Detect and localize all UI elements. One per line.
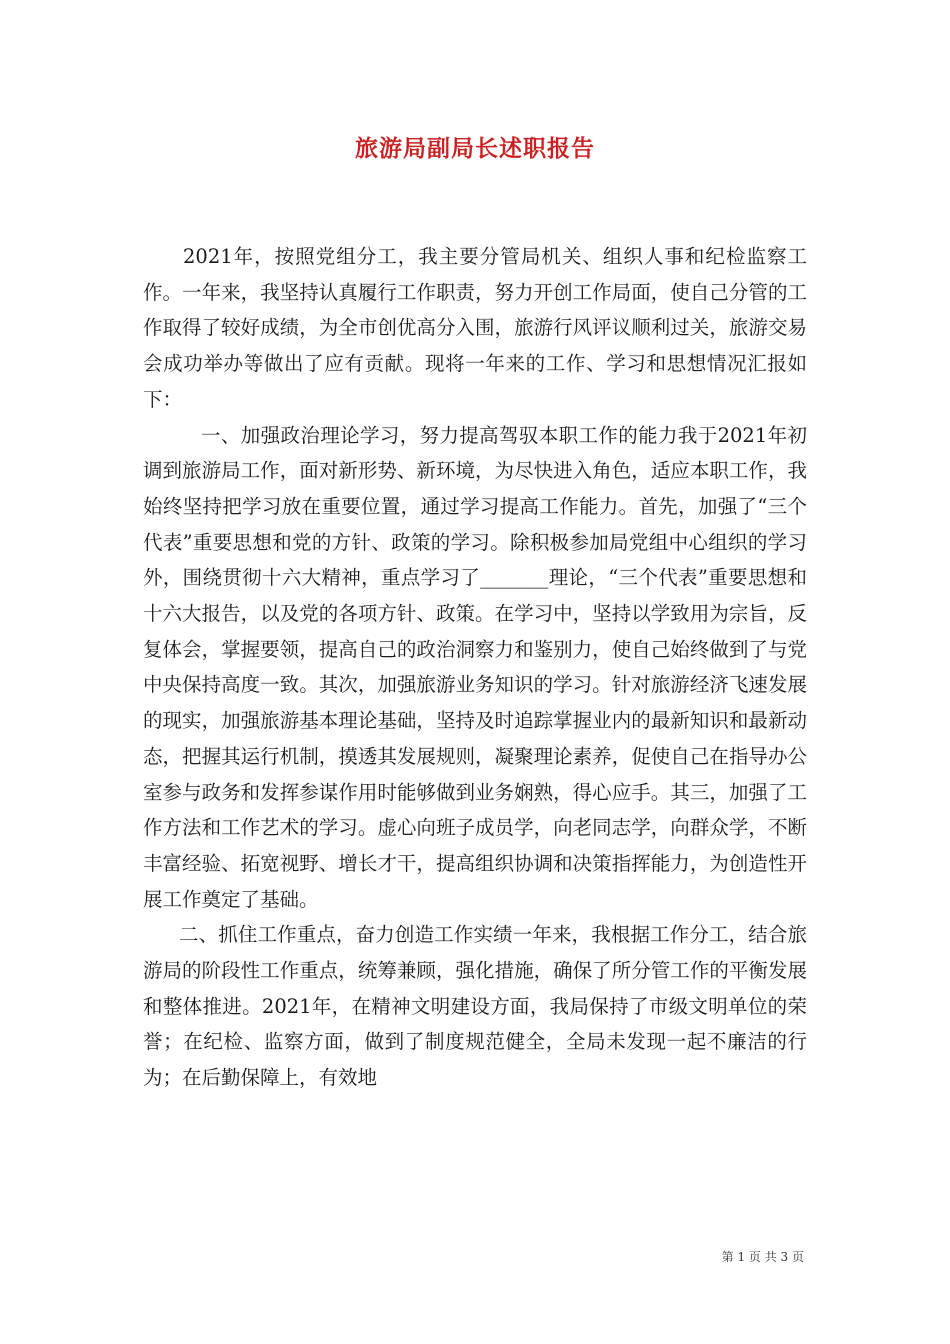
- paragraph-intro: 2021年，按照党组分工，我主要分管局机关、组织人事和纪检监察工作。一年来，我坚持认真履行工作职责，努力开创工作局面，使自己分管的工作取得了较好成绩，为全市创优高分入围，旅游行风评议顺利过关，旅游交易会成功举办等做出了应有贡献。现将一年来的工作、学习和思想情况汇报如下：: [143, 245, 807, 411]
- paragraph-section-1: 一、加强政治理论学习，努力提高驾驭本职工作的能力我于2021年初调到旅游局工作，面对新形势、新环境，为尽快进入角色，适应本职工作，我始终坚持把学习放在重要位置，通过学习提高工作能力。首先，加强了“三个代表”重要思想和党的方针、政策的学习。除积极参加局党组中心组织的学习外，围绕贯彻十六大精神，重点学习了_______理论，“三个代表”重要思想和十六大报告，以及党的各项方针、政策。在学习中，坚持以学致用为宗旨，反复体会，掌握要领，提高自己的政治洞察力和鉴别力，使自己始终做到了与党中央保持高度一致。其次，加强旅游业务知识的学习。针对旅游经济飞速发展的现实，加强旅游基本理论基础，坚持及时追踪掌握业内的最新知识和最新动态，把握其运行机制，摸透其发展规则，凝聚理论素养，促使自己在指导办公室参与政务和发挥参谋作用时能够做到业务娴熟，得心应手。其三，加强了工作方法和工作艺术的学习。虚心向班子成员学，向老同志学，向群众学，不断丰富经验、拓宽视野、增长才干，提高组织协调和决策指挥能力，为创造性开展工作奠定了基础。: [143, 423, 807, 911]
- paragraph-section-2: 二、抓住工作重点，奋力创造工作实绩一年来，我根据工作分工，结合旅游局的阶段性工作重点，统筹兼顾，强化措施，确保了所分管工作的平衡发展和整体推进。2021年，在精神文明建设方面，我局保持了市级文明单位的荣誉；在纪检、监察方面，做到了制度规范健全，全局未发现一起不廉洁的行为；在后勤保障上，有效地: [143, 923, 807, 1090]
- document-body: [143, 239, 807, 1096]
- page-number: 第 1 页 共 3 页: [721, 1250, 804, 1264]
- document-title: 旅游局副局长述职报告: [355, 135, 595, 162]
